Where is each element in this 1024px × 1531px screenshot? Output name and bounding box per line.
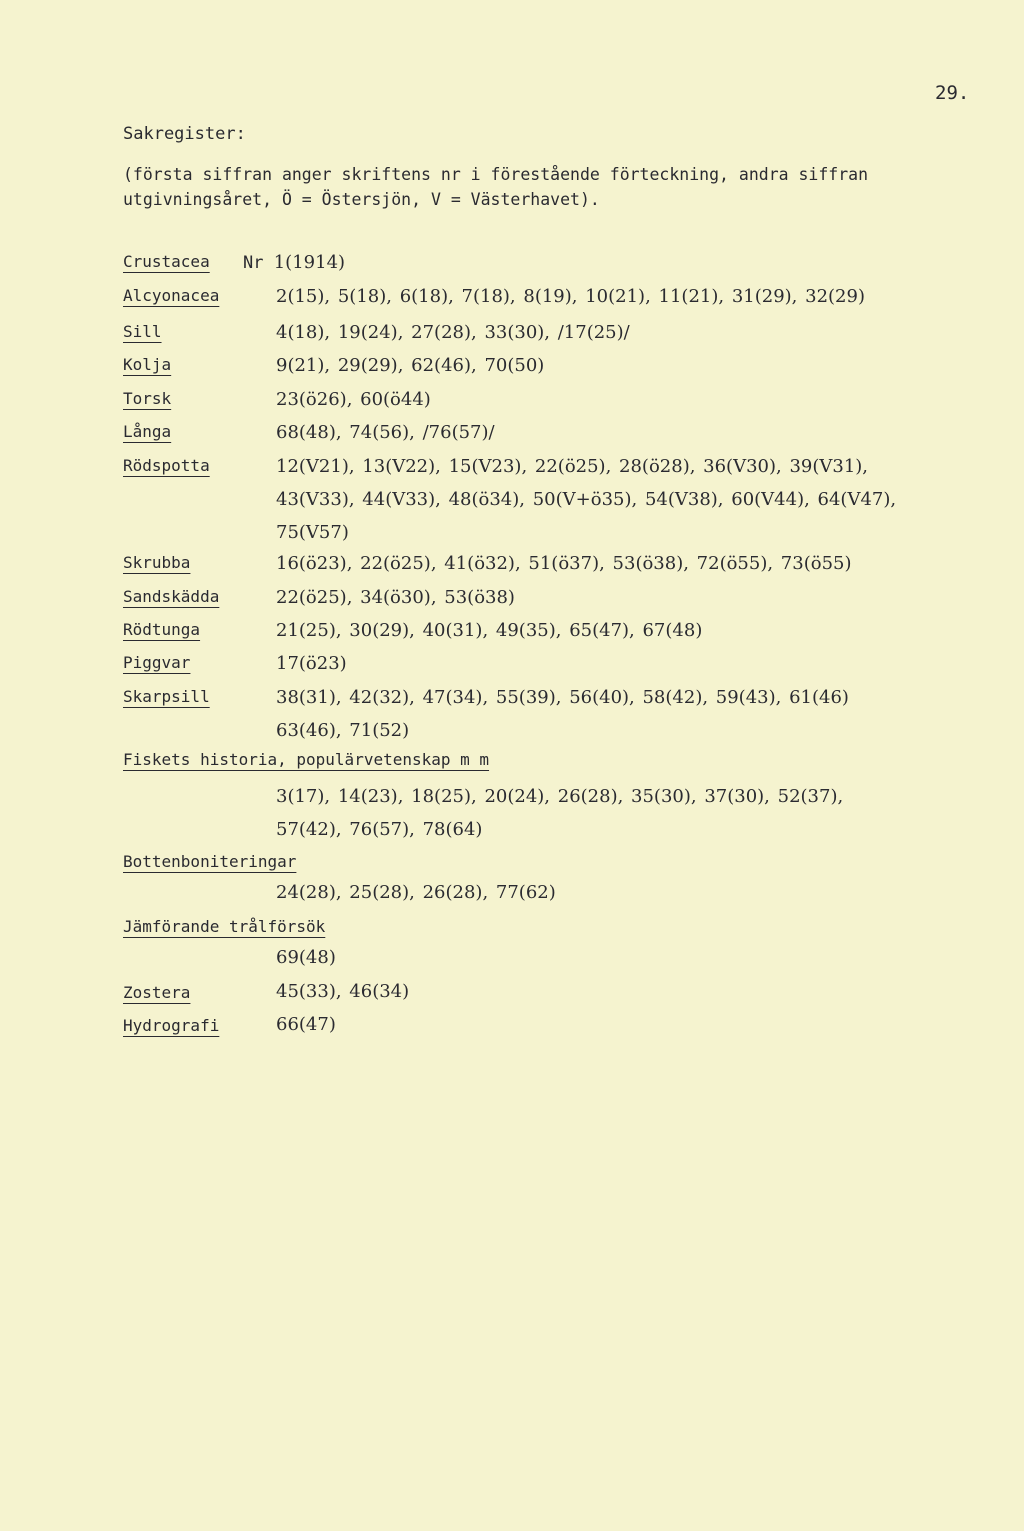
label-crustacea: Crustacea	[123, 252, 210, 271]
entry-skrubba: 16(ö23), 22(ö25), 41(ö32), 51(ö37), 53(ö38), 72(ö55), 73(ö55)	[276, 553, 852, 574]
label-alcyonacea: Alcyonacea	[123, 286, 220, 305]
entry-bottenboniteringar: 24(28), 25(28), 26(28), 77(62)	[276, 882, 556, 903]
entry-torsk: 23(ö26), 60(ö44)	[276, 389, 431, 410]
label-sandskadda: Sandskädda	[123, 587, 220, 606]
entry-rodspotta: 12(V21), 13(V22), 15(V23), 22(ö25), 28(ö28), 36(V30), 39(V31), 43(V33), 44(V33), 48(ö34), 50(V+ö35), 54(V38), 60(V44), 64(V47), 75(V57)	[276, 456, 897, 543]
crustacea-value: 1(1914)	[273, 252, 346, 273]
entry-jamforande-tralforsok: 69(48)	[276, 947, 336, 968]
entry-sandskadda: 22(ö25), 34(ö30), 53(ö38)	[276, 587, 515, 608]
label-fiskets-historia: Fiskets historia, populärvetenskap m m	[123, 750, 490, 769]
entry-alcyonacea: 2(15), 5(18), 6(18), 7(18), 8(19), 10(21), 11(21), 31(29), 32(29)	[276, 286, 865, 307]
entry-langa: 68(48), 74(56), /76(57)/	[276, 422, 495, 443]
label-piggvar: Piggvar	[123, 653, 191, 672]
entry-zostera: 45(33), 46(34)	[276, 981, 410, 1002]
label-skrubba: Skrubba	[123, 553, 191, 572]
entry-sill: 4(18), 19(24), 27(28), 33(30), /17(25)/	[276, 322, 630, 343]
label-langa: Långa	[123, 422, 172, 441]
label-bottenboniteringar: Bottenboniteringar	[123, 852, 297, 871]
entry-fiskets-historia: 3(17), 14(23), 18(25), 20(24), 26(28), 35(30), 37(30), 52(37), 57(42), 76(57), 78(64)	[276, 786, 844, 840]
label-hydrografi: Hydrografi	[123, 1016, 220, 1035]
crustacea-nr: Nr	[243, 253, 264, 273]
label-rodspotta: Rödspotta	[123, 456, 210, 475]
label-zostera: Zostera	[123, 983, 191, 1002]
entry-rodtunga: 21(25), 30(29), 40(31), 49(35), 65(47), 67(48)	[276, 620, 703, 641]
label-torsk: Torsk	[123, 389, 172, 408]
label-rodtunga: Rödtunga	[123, 620, 201, 639]
label-kolja: Kolja	[123, 355, 172, 374]
label-jamforande-tralforsok: Jämförande trålförsök	[123, 917, 326, 936]
intro-text: (första siffran anger skriftens nr i förestående förteckning, andra siffran utgivningsåret, Ö = Östersjön, V = Västerhavet).	[123, 165, 869, 209]
label-skarpsill: Skarpsill	[123, 687, 210, 706]
label-sill: Sill	[123, 322, 162, 341]
entry-skarpsill: 38(31), 42(32), 47(34), 55(39), 56(40), 58(42), 59(43), 61(46) 63(46), 71(52)	[276, 687, 849, 741]
page-number: 29.	[935, 82, 970, 104]
entry-kolja: 9(21), 29(29), 62(46), 70(50)	[276, 355, 545, 376]
entry-piggvar: 17(ö23)	[276, 653, 347, 674]
crustacea-entry	[243, 252, 345, 273]
page-heading: Sakregister:	[123, 124, 246, 144]
entry-hydrografi: 66(47)	[276, 1014, 336, 1035]
